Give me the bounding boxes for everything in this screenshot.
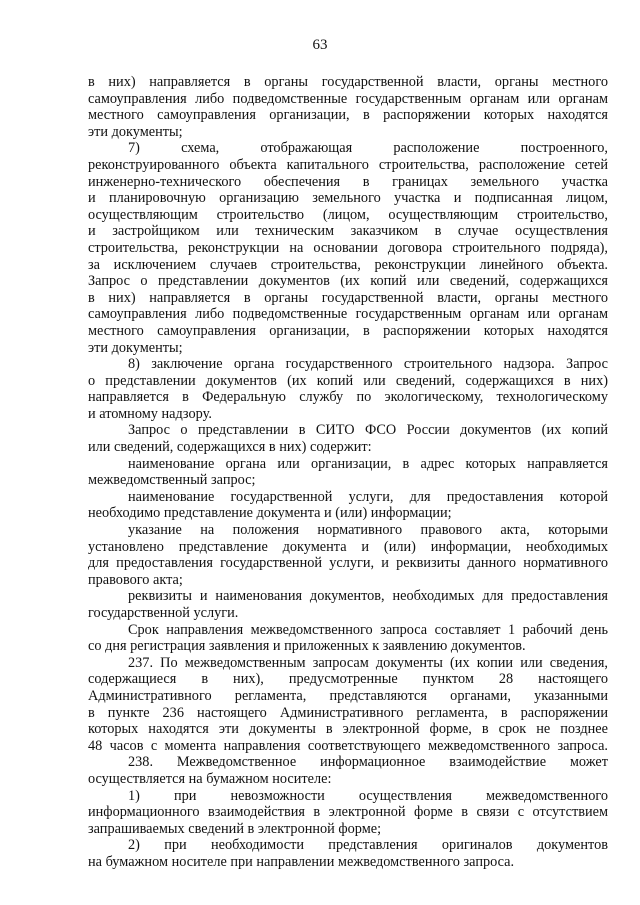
text-line: для предоставления государственной услуги, и реквизиты данного нормативного — [88, 555, 608, 572]
text-line: 237. По межведомственным запросам документы (их копии или сведения, — [128, 654, 608, 671]
text-line: местного самоуправления организации, в распоряжении которых находятся — [88, 107, 608, 124]
text-line: местного самоуправления организации, в распоряжении которых находятся — [88, 322, 608, 339]
text-line: самоуправления либо подведомственные государственным органам или органам — [88, 306, 608, 323]
text-line: необходимо представление документа и (или) информации; — [88, 505, 452, 522]
text-line: самоуправления либо подведомственные государственным органам или органам — [88, 90, 608, 107]
text-line: инженерно-технического обеспечения в границах земельного участка — [88, 173, 608, 190]
page-number: 63 — [312, 37, 328, 53]
text-line: межведомственный запрос; — [88, 472, 256, 489]
text-line: в них) направляется в органы государственной власти, органы местного — [88, 74, 608, 90]
document-body — [88, 74, 608, 871]
text-line: осуществляющим строительство (лицом, осуществляющим строительство, — [88, 206, 608, 223]
text-line: на бумажном носителе при направлении межведомственного запроса. — [88, 853, 515, 870]
text-line: 1) при невозможности осуществления межведомственного — [128, 787, 608, 804]
text-line: Административного регламента, представляются органами, указанными — [88, 687, 608, 704]
text-line: установлено представление документа и (или) информации, необходимых — [88, 538, 608, 555]
text-line: со дня регистрация заявления и приложенных к заявлению документов. — [88, 638, 526, 655]
text-line: реконструированного объекта капитального строительства, расположение сетей — [88, 156, 608, 173]
text-line: 7) схема, отображающая расположение построенного, — [128, 140, 608, 157]
text-line: эти документы; — [88, 339, 183, 356]
text-line: в пункте 236 настоящего Административного регламента, в распоряжении — [88, 704, 608, 721]
text-line: содержащиеся в них), предусмотренные пунктом 28 настоящего — [88, 671, 608, 688]
text-line: запрашиваемых сведений в электронной форме; — [88, 820, 382, 837]
text-line: наименование государственной услуги, для предоставления которой — [128, 488, 608, 505]
text-line: государственной услуги. — [88, 605, 239, 621]
text-line: наименование органа или организации, в адрес которых направляется — [128, 455, 608, 472]
text-line: Срок направления межведомственного запроса составляет 1 рабочий день — [128, 621, 608, 638]
text-line: строительства, реконструкции на основании договора строительного подряда), — [88, 239, 608, 256]
text-line: или сведений, содержащихся в них) содержит: — [88, 439, 372, 456]
text-line: эти документы; — [88, 123, 183, 140]
text-line: Запрос о представлении документов (их копий или сведений, содержащихся — [88, 273, 608, 290]
text-line: 2) при необходимости представления оригиналов документов — [128, 837, 608, 854]
text-line: и атомному надзору. — [88, 405, 212, 422]
text-line: которых находятся эти документы в электронной форме, в срок не позднее — [88, 721, 608, 738]
text-line: 48 часов с момента направления соответствующего межведомственного запроса. — [88, 737, 608, 754]
text-line: за исключением случаев строительства, реконструкции линейного объекта. — [88, 256, 608, 273]
text-line: направляется в Федеральную службу по экологическому, технологическому — [88, 389, 608, 406]
text-line: правового акта; — [88, 571, 183, 588]
text-line: реквизиты и наименования документов, необходимых для предоставления — [128, 588, 608, 605]
text-line: осуществляется на бумажном носителе: — [88, 770, 332, 787]
text-line: указание на положения нормативного правового акта, которыми — [128, 522, 608, 539]
text-line: о представлении документов (их копий или сведений, содержащихся в них) — [88, 372, 608, 389]
text-line: Запрос о представлении в СИТО ФСО России документов (их копий — [128, 422, 608, 439]
text-line: 8) заключение органа государственного строительного надзора. Запрос — [128, 356, 608, 373]
text-line: 238. Межведомственное информационное взаимодействие может — [128, 754, 608, 771]
text-line: и застройщиком или техническим заказчиком в случае осуществления — [88, 223, 608, 240]
text-line: в них) направляется в органы государственной власти, органы местного — [88, 289, 608, 306]
text-line: и планировочную организацию земельного участка и подписанная лицом, — [88, 190, 608, 207]
text-line: информационного взаимодействия в электронной форме в связи с отсутствием — [88, 804, 608, 821]
